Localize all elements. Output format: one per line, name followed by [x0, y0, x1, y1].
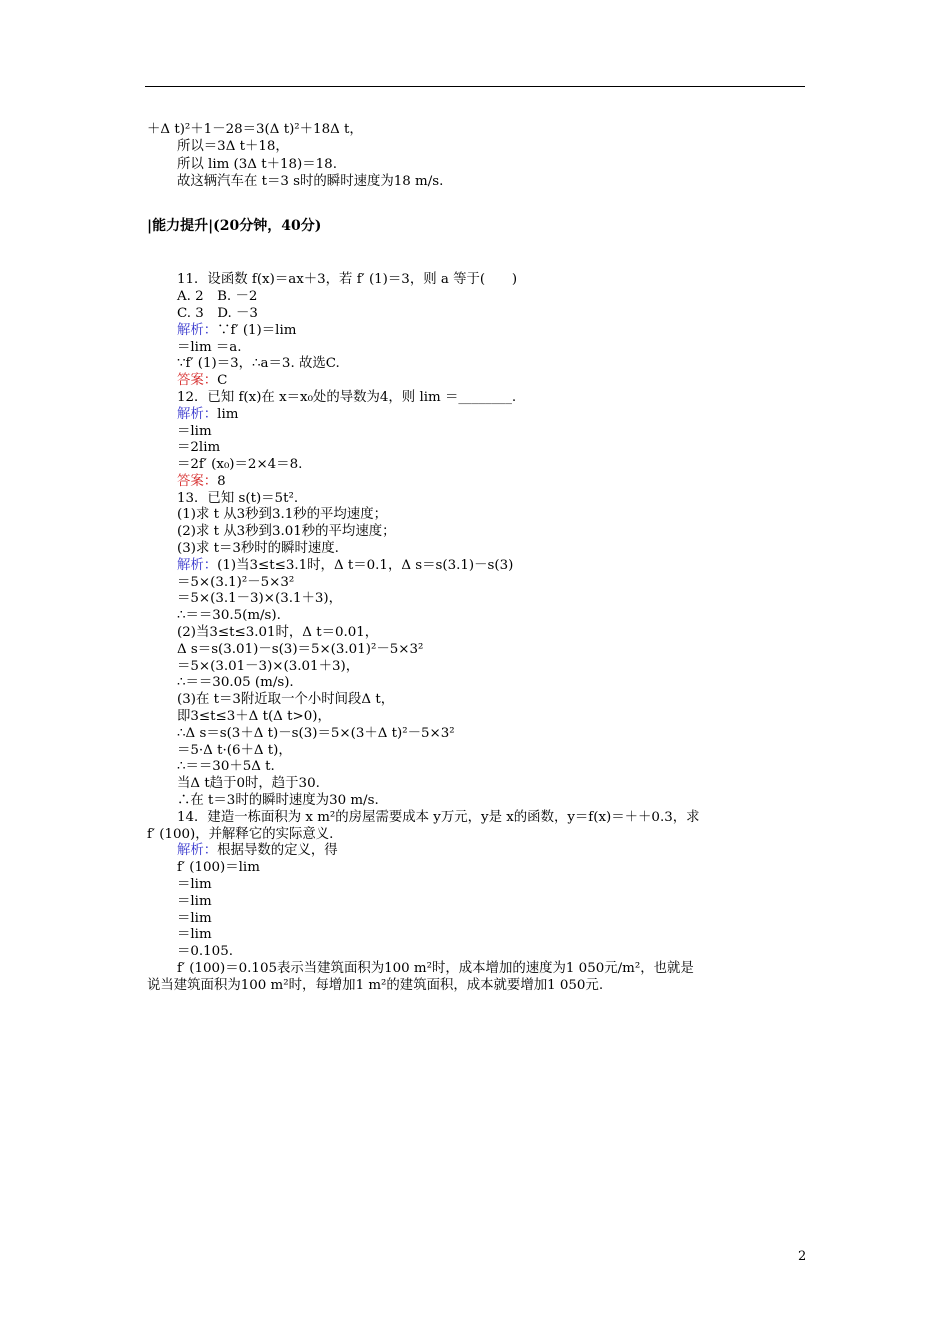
cont-line-4: 故这辆汽车在 t＝3 s时的瞬时速度为18 m/s. — [177, 174, 444, 189]
q12-line-3: ＝2lim — [177, 440, 221, 455]
q11-answer-value: C — [217, 373, 228, 388]
q13-line-11: ∴Δ s＝s(3＋Δ t)－s(3)＝5×(3＋Δ t)²－5×3² — [177, 726, 455, 741]
q12-line-2: ＝lim — [177, 424, 212, 439]
page-number: 2 — [798, 1249, 807, 1264]
q13-line-7: ＝5×(3.01－3)×(3.01＋3)， — [177, 659, 360, 674]
q13-part-2: (2)求 t 从3秒到3.01秒的平均速度； — [177, 524, 396, 539]
cont-line-2: 所以＝3Δ t＋18， — [177, 139, 289, 154]
q14-line-3: ＝lim — [177, 877, 212, 892]
q13-line-15: ∴在 t＝3时的瞬时速度为30 m/s. — [177, 793, 379, 808]
cont-line-1: ＋Δ t)²＋1－28＝3(Δ t)²＋18Δ t， — [147, 122, 363, 137]
solution-label: 解析： — [177, 323, 218, 338]
q13-line-13: ∴＝＝30＋5Δ t. — [177, 759, 275, 774]
q11-line-2: ＝lim ＝a. — [177, 340, 242, 355]
answer-label: 答案： — [177, 373, 218, 388]
q13-solution — [177, 557, 513, 574]
q13-line-4: ∴＝＝30.5(m/s). — [177, 608, 281, 623]
header-rule — [145, 86, 805, 87]
q11-options-cd: C. 3 D. －3 — [177, 306, 258, 321]
q13-line-2: ＝5×(3.1)²－5×3² — [177, 575, 295, 590]
solution-label: 解析： — [177, 407, 218, 422]
q14-line-2: f′ (100)＝lim — [177, 860, 260, 875]
q12-line-4: ＝2f′ (x₀)＝2×4＝8. — [177, 457, 303, 472]
q14-line-7: ＝0.105. — [177, 944, 233, 959]
q13-line-14: 当Δ t趋于0时，趋于30. — [177, 776, 320, 791]
q13-solution-text: (1)当3≤t≤3.1时，Δ t＝0.1，Δ s＝s(3.1)－s(3) — [217, 558, 514, 573]
section-heading: |能力提升|(20分钟，40分) — [147, 218, 322, 234]
q12-answer — [177, 473, 226, 490]
q14-stem-line-1: 14．建造一栋面积为 x m²的房屋需要成本 y万元，y是 x的函数，y＝f(x)＝＋＋0.3，求 — [177, 810, 700, 825]
solution-label: 解析： — [177, 843, 218, 858]
q14-line-5: ＝lim — [177, 911, 212, 926]
q13-part-1: (1)求 t 从3秒到3.1秒的平均速度； — [177, 507, 387, 522]
answer-label: 答案： — [177, 474, 218, 489]
q13-stem: 13．已知 s(t)＝5t². — [177, 491, 299, 506]
solution-label: 解析： — [177, 558, 218, 573]
q14-line-6: ＝lim — [177, 927, 212, 942]
q11-solution — [177, 322, 296, 339]
q14-solution-text: 根据导数的定义，得 — [217, 843, 338, 858]
q11-solution-text: ∵f′ (1)＝lim — [217, 323, 297, 338]
q13-part-3: (3)求 t＝3秒时的瞬时速度. — [177, 541, 339, 556]
q11-options-ab: A. 2 B. －2 — [177, 289, 258, 304]
q13-line-3: ＝5×(3.1－3)×(3.1＋3)， — [177, 591, 343, 606]
q14-line-4: ＝lim — [177, 894, 212, 909]
q11-answer — [177, 372, 227, 389]
q13-line-6: Δ s＝s(3.01)－s(3)＝5×(3.01)²－5×3² — [177, 642, 424, 657]
q13-line-8: ∴＝＝30.05 (m/s). — [177, 675, 294, 690]
q12-stem: 12．已知 f(x)在 x＝x₀处的导数为4，则 lim ＝________. — [177, 390, 517, 405]
q12-solution — [177, 406, 238, 423]
q14-solution — [177, 842, 338, 859]
q13-line-5: (2)当3≤t≤3.01时，Δ t＝0.01， — [177, 625, 379, 640]
q11-stem: 11．设函数 f(x)＝ax＋3，若 f′ (1)＝3，则 a 等于( ) — [177, 272, 518, 287]
q14-line-8: f′ (100)＝0.105表示当建筑面积为100 m²时，成本增加的速度为1 050元/m²，也就是 — [177, 961, 694, 976]
q14-line-9: 说当建筑面积为100 m²时，每增加1 m²的建筑面积，成本就要增加1 050元. — [147, 978, 604, 993]
q12-answer-value: 8 — [217, 474, 226, 489]
q14-stem-line-2: f′ (100)，并解释它的实际意义. — [147, 827, 334, 842]
q13-line-12: ＝5·Δ t·(6＋Δ t)， — [177, 743, 292, 758]
cont-line-3: 所以 lim (3Δ t＋18)＝18. — [177, 157, 337, 172]
q13-line-10: 即3≤t≤3＋Δ t(Δ t>0)， — [177, 709, 331, 724]
q13-line-9: (3)在 t＝3附近取一个小时间段Δ t， — [177, 692, 395, 707]
q12-solution-text: lim — [217, 407, 239, 422]
q11-line-3: ∵f′ (1)＝3，∴a＝3. 故选C. — [177, 356, 340, 371]
